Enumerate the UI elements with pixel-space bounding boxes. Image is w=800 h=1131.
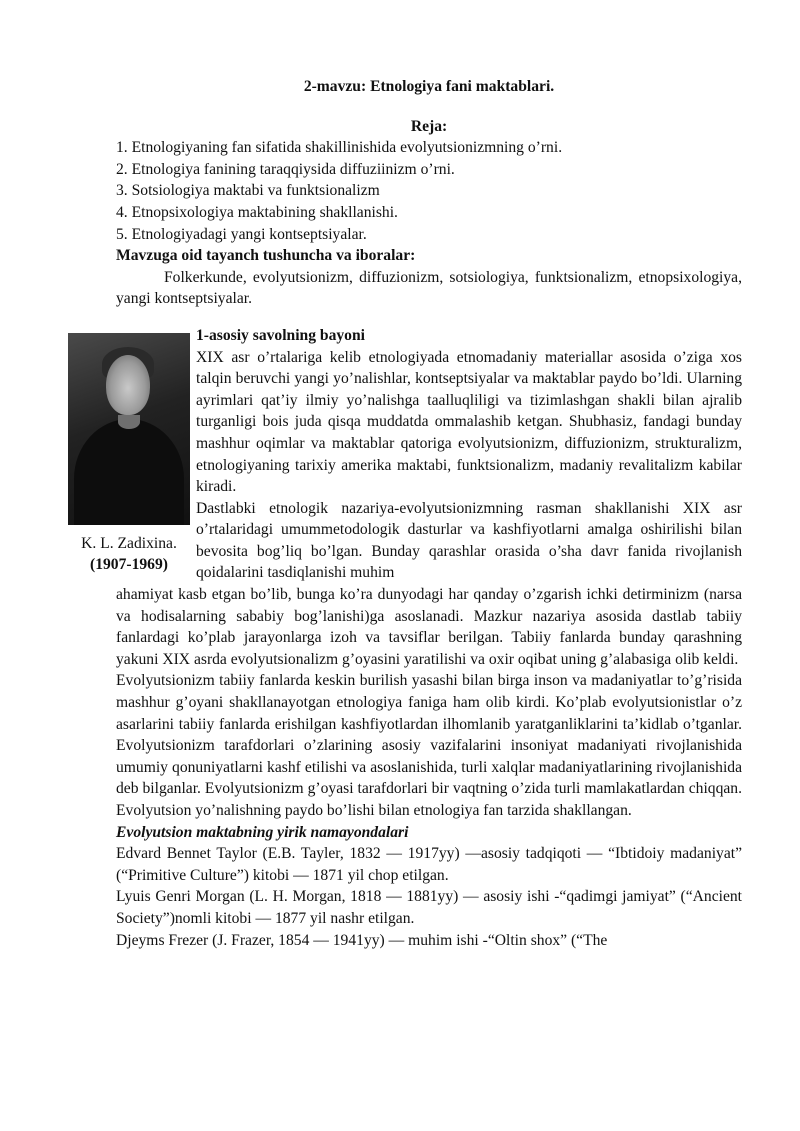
list-item: Djeyms Frezer (J. Frazer, 1854 — 1941yy) — muhim ishi -“Oltin shox” (“The	[116, 931, 608, 949]
key-terms-text: Folkerkunde, evolyutsionizm, diffuzionizm, sotsiologiya, funktsionalizm, etnopsixologiya, yangi kontseptsiyalar.	[116, 268, 742, 308]
paragraph: Dastlabki etnologik nazariya-evolyutsionizmning rasman shakllanishi XIX asr o’rtalaridagi umummetodologik dasturlar va kashfiyotlarni amalga oshirilishi bilan bevosita bog’liq bo’lgan. Bunday qarashlar orasida o’sha davr fanida rivojlanish qoidalarini tasdiqlanishi muhim	[196, 499, 742, 582]
plan-item: 5. Etnologiyadagi yangi kontseptsiyalar.	[116, 225, 367, 243]
plan-list	[116, 137, 742, 245]
list-item: Edvard Bennet Taylor (E.B. Tayler, 1832 — 1917yy) —asosiy tadqiqoti — “Ibtidoiy madaniyat” (“Primitive Culture”) kitobi — 1871 yil chop etilgan.	[116, 845, 742, 884]
portrait-photo	[68, 333, 190, 525]
paragraph: ahamiyat kasb etgan bo’lib, bunga ko’ra dunyodagi har qanday o’zgarish ichki detirminizm (narsa va hodisalarning sababiy bog’lanishi)ga asoslanadi. Mazkur nazariya asosida dastlab tabiiy fanlardagi ko’plab jarayonlarga izoh va tavsiflar berilgan. Tabiiy fanlarda bunday qarashning yakuni XIX asrda evolyutsionalizm g’oyasini yaratilishi va oxir oqibat uning g’alabasiga olib keldi.	[116, 586, 742, 668]
plan-item: 1. Etnologiyaning fan sifatida shakillinishida evolyutsionizmning o’rni.	[116, 139, 563, 157]
key-terms-heading: Mavzuga oid tayanch tushuncha va iboralar:	[116, 247, 416, 265]
section-1	[81, 325, 742, 951]
caption-years: (1907-1969)	[90, 555, 168, 573]
list-item: Lyuis Genri Morgan (L. H. Morgan, 1818 — 1881yy) — asosiy ishi -“qadimgi jamiyat” (“Ancient Society”)nomli kitobi — 1877 yil nashr etilgan.	[116, 888, 742, 927]
paragraph: Evolyutsionizm tabiiy fanlarda keskin burilish yasashi bilan birga inson va madaniyatlar to’g’risida mashhur g’oyani shakllanayotgan etnologiya faniga ham olib kirdi. Ko’plab evolyutsionistlar o’z asarlarini tabiiy fanlarda erishilgan kashfiyotlardan ilhomlanib yaratganliklarini ta’kidlab o’tganlar. Evolyutsionizm tarafdorlari o’zlarining asosiy vazifalarini insoniyat madaniyati rivojlanishida umumiy qonuniyatlarni kashf etilishi va asoslanishida, turli xalqlar madaniyatlarining rivojlanishida deb bilganlar. Evolyutsionizm g’oyasi tarafdorlari bir vaqtning o’zida turli mamlakatlardan chiqqan. Evolyutsion yo’nalishning paydo bo’lishi bilan etnologiya fan tarzida shakllangan.	[116, 672, 742, 819]
plan-item: 3. Sotsiologiya maktabi va funktsionalizm	[116, 182, 380, 200]
paragraph: XIX asr o’rtalariga kelib etnologiyada etnomadaniy materiallar asosida o’ziga xos talqin beruvchi yangi yo’nalishlar, kontseptsiyalar va maktablar paydo bo’ldi. Ularning ayrimlari qat’iy ilmiy yo’nalishga taalluqliligi va tizimlashgan shakli bilan ajralib turganligi bois juda qisqa muddatda ommalashib ketgan. Shubhasiz, fandagi bunday mashhur oqimlar va maktablar qatoriga evolyutsionizm, diffuzionizm, strukturalizm, etnologiyaning tarixiy amerika maktabi, funktsionalizm, madaniy revalitalizm kabilar kiradi.	[196, 348, 742, 496]
section-heading: 1-asosiy savolning bayoni	[196, 326, 365, 344]
plan-heading: Reja:	[410, 117, 448, 135]
caption-name: K. L. Zadixina.	[81, 534, 177, 552]
portrait-caption	[64, 533, 194, 575]
page-title: 2-mavzu: Etnologiya fani maktablari.	[303, 78, 555, 95]
portrait-block	[64, 333, 194, 575]
subsection-heading: Evolyutsion maktabning yirik namayondalari	[116, 823, 409, 841]
plan-item: 2. Etnologiya fanining taraqqiysida diffuziinizm o’rni.	[116, 160, 455, 178]
plan-item: 4. Etnopsixologiya maktabining shakllanishi.	[116, 203, 398, 221]
document-page	[81, 76, 742, 951]
